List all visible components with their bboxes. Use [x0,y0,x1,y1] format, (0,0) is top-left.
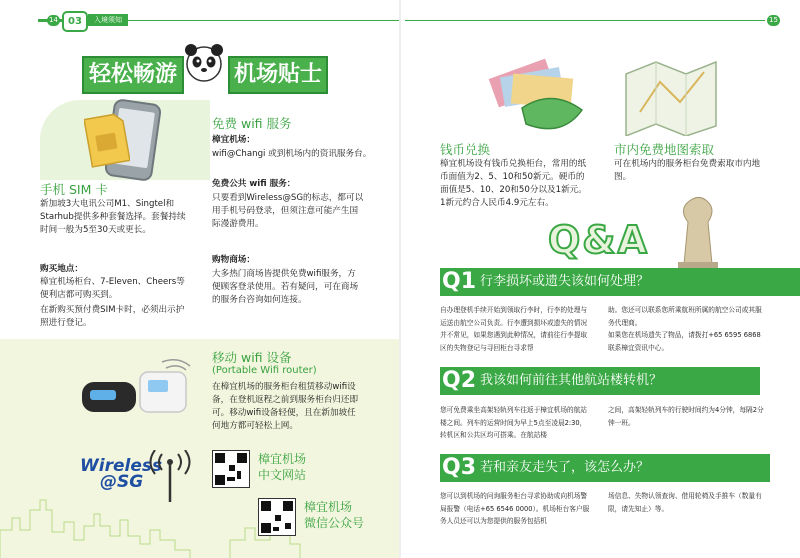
header-rule-right [405,20,765,21]
header-rule-left-thin [120,20,399,21]
sim-where-body: 樟宜机场柜台、7-Eleven、Cheers等便利店都可购买到。 [40,277,185,300]
money-heading: 钱币兑换 [440,142,491,157]
qa-question-3: 若和亲友走失了，该怎么办？ [480,460,650,475]
qr-code-wechat[interactable] [258,498,296,536]
qa-number-2: Q2 [442,368,477,393]
chapter-number: 03 [62,11,88,32]
router-heading: 移动 wifi 设备 [212,350,292,365]
title-part-1: 轻松畅游 [82,56,184,94]
qr-label-chinese-website: 樟宜机场 中文网站 [258,452,307,482]
qa-number-1: Q1 [442,269,477,294]
qa-answer-2-left: 您可免费乘坐高架轻轨列车往返于樟宜机场的航站楼之间。列车的运营时间为早上5点至凌晨2:30，转机区和公共区均可搭乘。在航站楼 [440,406,588,440]
map-illustration [620,52,730,136]
qa-answer-1-right: 助。您还可以联系您所乘航班所属的航空公司或其服务代理商。 如果您在机场遗失了物品，请拨打+65 6595 6868联系樟宜资讯中心。 [608,306,762,352]
chapter-label: 入境须知 [88,14,128,26]
sim-where-heading: 购买地点： [40,264,83,274]
title-part-2: 机场贴士 [228,56,328,94]
qa-answer-2-right: 之间，高架轻轨列车的行驶时间约为4分钟，每隔2分钟一班。 [608,406,764,427]
qa-answer-3-right: 场信息、失物认领查询、借用轮椅及手推车（数量有限，请先知止）等。 [608,492,762,513]
wifi-public-body: 只要看到Wireless@SG的标志，都可以用手机号码登录，但须注意可能产生国际漫游费用。 [212,193,364,229]
qa-question-1: 行李损坏或遗失该如何处理？ [480,274,650,289]
router-subheading: (Portable Wifi router) [212,365,317,376]
money-body: 樟宜机场设有钱币兑换柜台，常用的纸币面值为2、5、10和50新元。硬币的面值是5、10、20和50分以及1新元。1新元约合人民币4.9元左右。 [440,159,587,208]
map-body: 可在机场内的服务柜台免费索取市内地图。 [614,159,761,182]
qr-label-wechat: 樟宜机场 微信公众号 [304,500,365,530]
qa-answer-1-left: 自办理登机手续开始到领取行李时，行李的处理与运送由航空公司负责。行李遭到损坏或遗失的情况并不常见，如果您遇到此种情况，请前往行李提取区的失物登记与寻回柜台寻求帮 [440,306,588,352]
router-body: 在樟宜机场的服务柜台租赁移动wifi设备，在登机返程之前到服务柜台归还即可。移动wifi设备轻便，且在新加坡任何地方都可轻松上网。 [212,382,359,431]
merlion-statue-illustration [672,192,722,276]
currency-notes-illustration [482,48,592,138]
qa-question-bar-3 [440,454,770,482]
wifi-mall-heading: 购物商场： [212,255,255,265]
wifi-mall-body: 大多热门商场皆提供免费wifi服务，方便顾客登录使用。若有疑问，可在商场的服务台咨询如何连接。 [212,269,359,305]
spread-fold [399,0,401,558]
sim-heading: 手机 SIM 卡 [40,182,108,197]
map-heading: 市内免费地图索取 [614,142,715,157]
sim-body: 新加坡3大电讯公司M1、Singtel和Starhub提供多种套餐选择。套餐持续时间一般为5至30天或更长。 [40,199,186,235]
wifi-heading: 免费 wifi 服务 [212,116,292,131]
wifi-antenna-icon [146,450,194,502]
wifi-changi-body: wifi@Changi 或到机场内的资讯服务台。 [212,149,372,159]
panda-icon [182,40,226,84]
wireless-sg-logo-line1: Wireless [80,456,163,476]
sim-note: 在新购买预付费SIM卡时，必须出示护照进行登记。 [40,305,185,328]
qa-number-3: Q3 [442,455,477,480]
qa-question-bar-1 [440,268,800,296]
wifi-public-heading: 免费公共 wifi 服务： [212,179,296,189]
qa-logo: Q&A [548,218,649,262]
qa-question-2: 我该如何前往其他航站楼转机？ [480,373,663,388]
page-number-left: 14 [47,15,60,26]
wifi-router-illustration [78,358,208,420]
qa-answer-3-left: 您可以到机场的问询服务柜台寻求协助或向机场警局报警（电话+65 6546 0000）。机场柜台客户服务人员还可以为您提供的服务包括机 [440,492,590,526]
qr-code-chinese-website[interactable] [212,450,250,488]
page-number-right: 15 [767,15,780,26]
sim-card-icon [84,112,130,170]
wifi-changi-heading: 樟宜机场： [212,135,255,145]
qa-question-bar-2 [440,367,760,395]
wireless-sg-logo-line2: @SG [100,472,144,492]
